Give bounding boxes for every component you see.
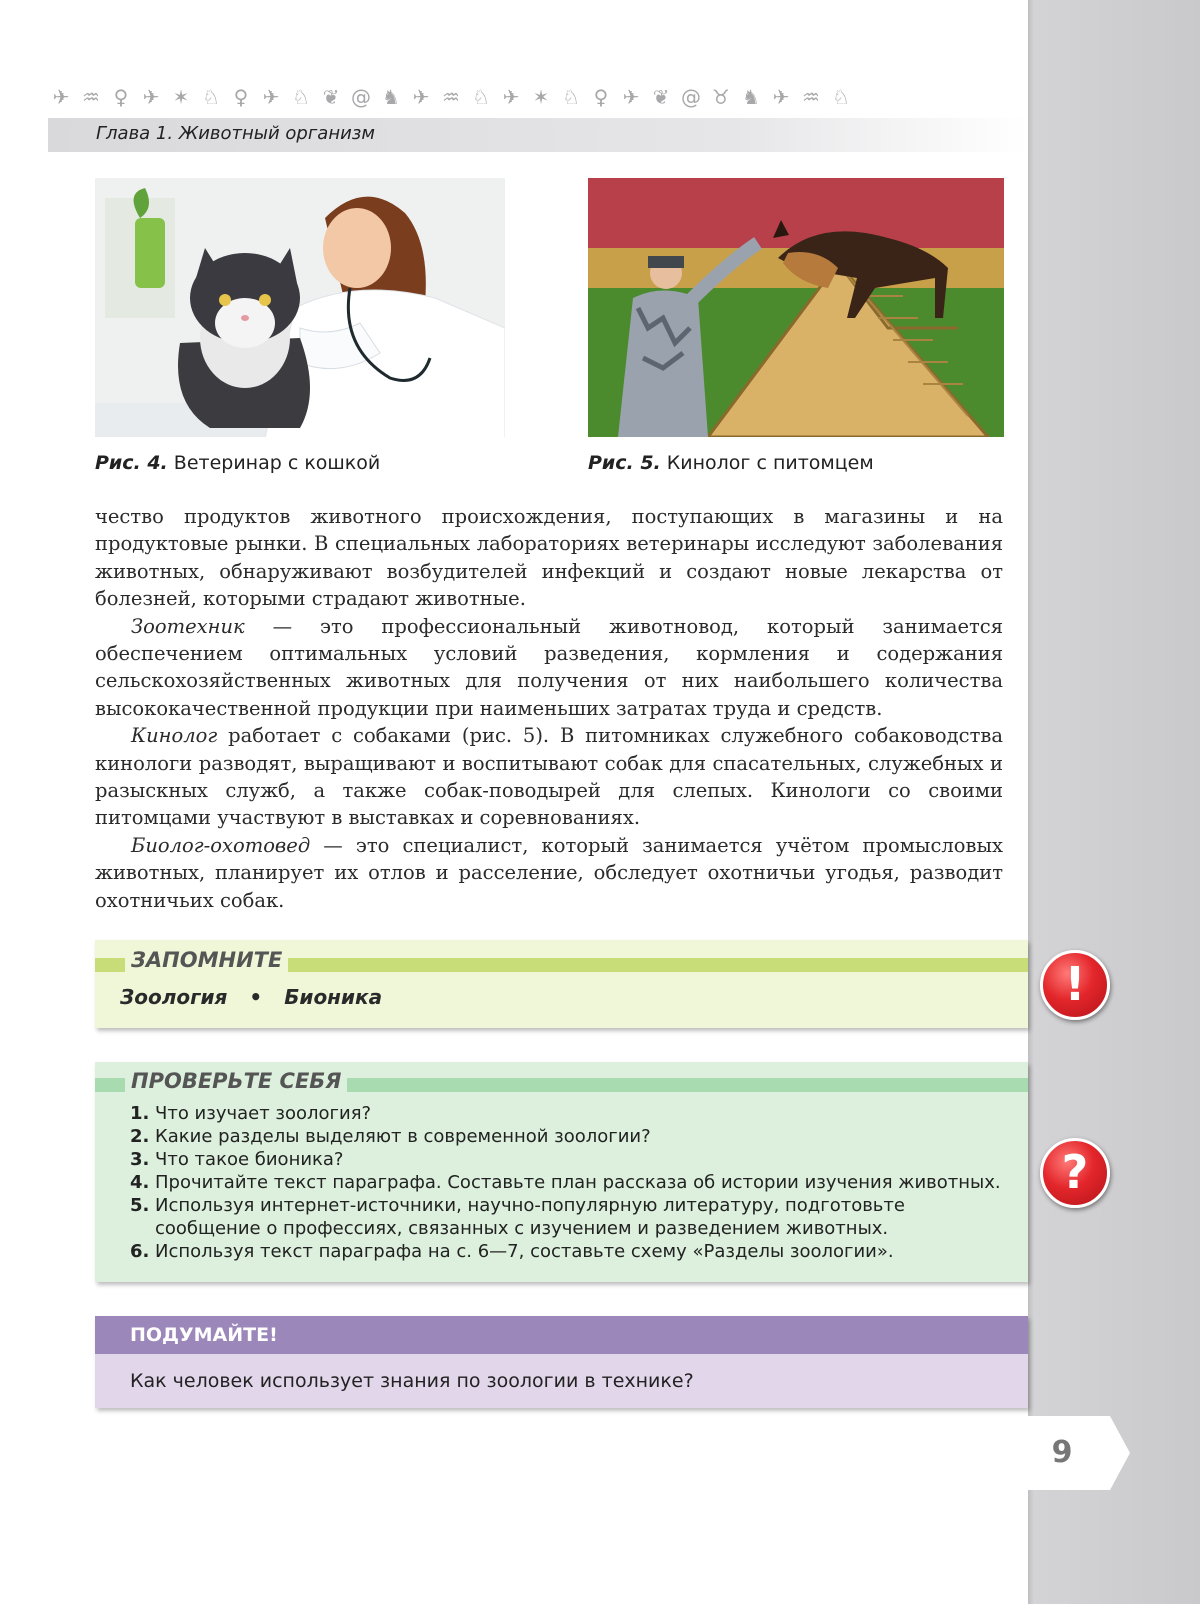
mammal-icon: ♘ [202,85,220,109]
bird-icon: ✈ [772,85,790,109]
bird-icon: ✈ [52,85,70,109]
term-game-biologist: Биолог-охотовед [131,833,311,857]
question-number: 2. [130,1126,150,1147]
lizard-icon: ♀ [593,85,609,109]
main-body-text [95,503,1003,914]
insect-icon: ✶ [172,85,190,109]
question-number: 3. [130,1149,150,1170]
remember-terms [120,985,382,1009]
question-item [130,1171,1010,1194]
dog-handler-illustration [588,178,1004,437]
butterfly-icon: ❦ [652,85,670,109]
question-list [130,1102,1010,1263]
horse-icon: ♞ [382,85,400,109]
figure-4-label: Рис. 4. [95,452,168,474]
question-text: Что изучает зоология? [155,1103,372,1124]
figure-5-label: Рис. 5. [588,452,661,474]
vet-with-cat-illustration [95,178,505,437]
check-yourself-box [95,1062,1028,1282]
bird-icon: ✈ [412,85,430,109]
think-title: ПОДУМАЙТЕ! [95,1316,1028,1354]
butterfly-icon: ❦ [322,85,340,109]
bird-icon: ✈ [502,85,520,109]
horse-icon: ♞ [742,85,760,109]
page-margin-bar [1028,0,1200,1604]
remember-title: ЗАПОМНИТЕ [125,948,288,972]
figure-4-text: Ветеринар с кошкой [173,452,381,474]
fish-icon: ♒ [442,85,460,109]
paragraph-vet: чество продуктов животного происхождения, поступающих в магазины и на продуктовые рынки. В специальных лабораториях ветеринары исследуют заболевания животных, обнаруживают возбудителей инфекций и создают новые лекарства от болезней, которыми страдают животные. [95,505,1003,611]
fish-icon: ♒ [82,85,100,109]
think-box [95,1316,1028,1408]
term-separator: • [249,985,263,1009]
figure-5-text: Кинолог с питомцем [666,452,874,474]
remember-box [95,940,1028,1028]
scorpion-icon: ♉ [712,85,730,109]
fish-icon: ♒ [802,85,820,109]
term-bionics: Бионика [284,985,383,1009]
mammal-icon: ♘ [562,85,580,109]
question-number: 6. [130,1241,150,1262]
lizard-icon: ♀ [113,85,129,109]
question-item [130,1102,1010,1125]
mammal-icon: ♘ [292,85,310,109]
paragraph-game-biologist-text: — это специалист, который занимается учётом промысловых животных, планирует их отлов и расселение, обследует охотничьи угодья, разводит охотничьих собак. [95,833,1003,912]
question-text: Используя текст параграфа на с. 6—7, составьте схему «Разделы зоологии». [155,1241,894,1262]
question-text: Какие разделы выделяют в современной зоологии? [155,1126,651,1147]
figure-4-caption [95,452,380,474]
question-mark-icon: ? [1040,1138,1110,1208]
animal-silhouette-strip [48,82,948,112]
figure-vet-photo [95,178,505,437]
exclamation-icon: ! [1040,950,1110,1020]
bird-icon: ✈ [262,85,280,109]
paragraph-cynologist-text: работает с собаками (рис. 5). В питомниках служебного собаководства кинологи разводят, выращивают и воспитывают собак для спасательных, служебных и разыскных служб, а также собак-поводырей для слепых. Кинологи со своими питомцами участвуют в выставках и соревнованиях. [95,724,1003,830]
paragraph-zootechnician-text: — это профессиональный животновод, который занимается обеспечением оптимальных условий разведения, кормления и содержания сельскохозяйственных животных для получения от них наибольшего количества высококачественной продукции при наименьших затратах труда и средств. [95,614,1003,720]
paragraph-game-biologist [95,832,1003,914]
page-number: 9 [1051,1435,1073,1470]
term-cynologist: Кинолог [131,724,218,748]
term-zootechnician: Зоотехник [131,614,245,638]
mammal-icon: ♘ [832,85,850,109]
figure-5-caption [588,452,874,474]
figure-dog-photo [588,178,1004,437]
question-number: 4. [130,1172,150,1193]
snail-icon: @ [681,85,701,109]
insect-icon: ✶ [532,85,550,109]
snail-icon: @ [351,85,371,109]
question-number: 5. [130,1195,150,1216]
lizard-icon: ♀ [233,85,249,109]
question-number: 1. [130,1103,150,1124]
question-item [130,1194,1010,1240]
chapter-title: Глава 1. Животный организм [96,123,375,144]
paragraph-zootechnician [95,613,1003,723]
question-text: Используя интернет-источники, научно-популярную литературу, подготовьте сообщение о профессиях, связанных с изучением и разведением животных. [155,1195,905,1239]
question-item [130,1240,1010,1263]
bird-icon: ✈ [142,85,160,109]
bird-icon: ✈ [622,85,640,109]
mammal-icon: ♘ [472,85,490,109]
question-text: Прочитайте текст параграфа. Составьте план рассказа об истории изучения животных. [155,1172,1001,1193]
question-item [130,1148,1010,1171]
paragraph-cynologist [95,722,1003,832]
think-question: Как человек использует знания по зоологии в технике? [95,1354,1028,1408]
question-text: Что такое бионика? [155,1149,344,1170]
check-title: ПРОВЕРЬТЕ СЕБЯ [125,1069,347,1093]
term-zoology: Зоология [120,985,228,1009]
question-item [130,1125,1010,1148]
